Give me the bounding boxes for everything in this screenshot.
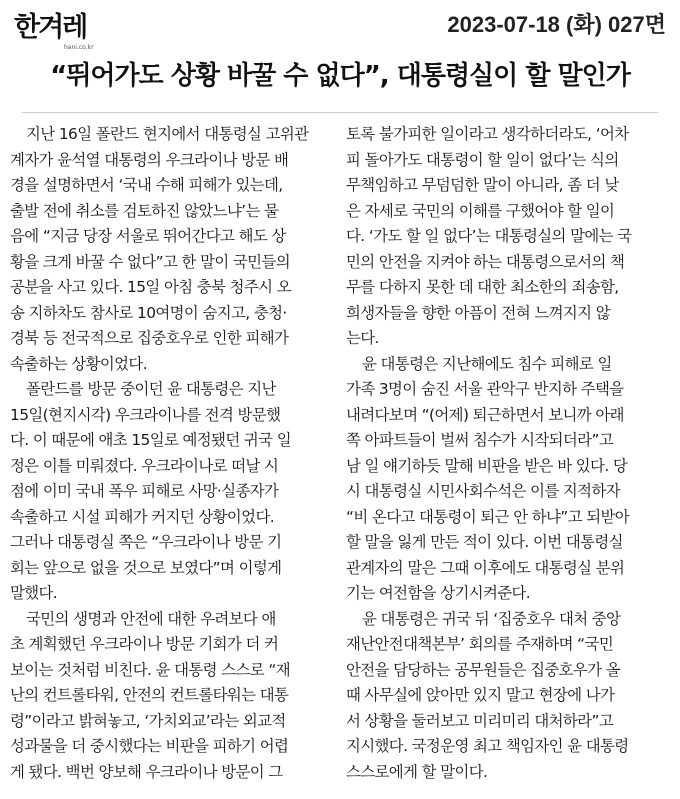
- text-line: 관계자의 말은 그때 이후에도 대통령실 분위: [346, 558, 625, 577]
- text-line: 공분을 사고 있다. 15일 아침 충북 청주시 오: [10, 278, 291, 296]
- publication-date: 2023-07-18 (화) 027면: [447, 12, 666, 37]
- article-column-left: [10, 122, 324, 785]
- newspaper-logo: 한겨레: [14, 12, 87, 43]
- headline-divider: [22, 112, 658, 113]
- text-line: 지시했다. 국정운영 최고 책임자인 윤 대통령: [346, 737, 629, 755]
- article-column-right: [346, 122, 660, 785]
- text-line: 출발 전에 취소를 검토하진 않았느냐’는 물: [10, 201, 279, 220]
- text-line: 피 돌아가도 대통령이 할 일이 없다’는 식의: [346, 150, 619, 169]
- text-line: 토록 불가피한 일이라고 생각하더라도, ‘어차: [346, 125, 629, 143]
- text-line: 국민의 생명과 안전에 대한 우려보다 애: [26, 609, 276, 628]
- text-line: 정은 이틀 미뤄졌다. 우크라이나로 떠날 시: [10, 456, 279, 475]
- text-line: 게 됐다. 백번 양보해 우크라이나 방문이 그: [10, 762, 283, 781]
- newspaper-masthead: [14, 12, 124, 52]
- text-line: 희생자들을 향한 아픔이 전혀 느껴지지 않: [346, 303, 611, 322]
- text-line: 다. ‘가도 할 일 없다’는 대통령실의 말에는 국: [346, 227, 632, 245]
- text-line: 스스로에게 할 말이다.: [346, 762, 488, 781]
- text-line: 윤 대통령은 귀국 뒤 ‘집중호우 대처 중앙: [362, 609, 621, 628]
- text-line: 속출하고 시설 피해가 커지던 상황이었다.: [10, 507, 275, 526]
- text-line: 는다.: [346, 329, 379, 347]
- text-line: 난의 컨트롤타워, 안전의 컨트롤타워는 대통: [10, 686, 289, 704]
- text-line: 다. 이 때문에 애초 15일로 예정됐던 귀국 일: [10, 431, 291, 449]
- text-line: 말했다.: [10, 584, 58, 602]
- text-line: 민의 안전을 지켜야 하는 대통령으로서의 책: [346, 252, 625, 271]
- article-headline: “뛰어가도 상황 바꿀 수 없다”, 대통령실이 할 말인가: [50, 61, 630, 91]
- text-line: 서 상황을 둘러보고 미리미리 대처하라”고: [346, 711, 614, 730]
- text-line: 경북 등 전국적으로 집중호우로 인한 피해가: [10, 329, 289, 347]
- text-line: 경을 설명하면서 ‘국내 수해 피해가 있는데,: [10, 176, 283, 194]
- text-line: 가족 3명이 숨진 서울 관악구 반지하 주택을: [346, 380, 624, 398]
- text-line: 그러나 대통령실 쪽은 “우크라이나 방문 기: [10, 533, 282, 551]
- text-line: 점에 이미 국내 폭우 피해로 사망·실종자가: [10, 482, 279, 500]
- text-line: 15일(현지시각) 우크라이나를 전격 방문했: [10, 405, 281, 424]
- text-line: 내려다보며 “(어제) 퇴근하면서 보니까 아래: [346, 405, 624, 424]
- text-line: 은 자세로 국민의 이해를 구했어야 할 일이: [346, 201, 615, 220]
- text-line: 무책임하고 무덤덤한 말이 아니라, 좀 더 낮: [346, 176, 619, 194]
- text-line: 안전을 담당하는 공무원들은 집중호우가 올: [346, 660, 620, 679]
- text-line: 령”이라고 밝혀놓고, ‘가치외교’라는 외교적: [10, 711, 286, 730]
- text-line: 성과물을 더 중시했다는 비판을 피하기 어렵: [10, 737, 289, 755]
- text-line: 초 계획했던 우크라이나 방문 기회가 더 커: [10, 635, 279, 653]
- text-line: 재난안전대책본부’ 회의를 주재하며 “국민: [346, 635, 614, 653]
- text-line: “비 온다고 대통령이 퇴근 안 하냐”고 되받아: [346, 507, 630, 526]
- text-line: 음에 “지금 당장 서울로 뛰어간다고 해도 상: [10, 227, 286, 245]
- text-line: 시 대통령실 시민사회수석은 이를 지적하자: [346, 482, 620, 500]
- text-line: 황을 크게 바꿀 수 없다”고 한 말이 국민들의: [10, 252, 290, 271]
- text-line: 송 지하차도 참사로 10여명이 숨지고, 충청·: [10, 303, 287, 322]
- text-line: 무를 다하지 못한 데 대한 최소한의 죄송함,: [346, 278, 619, 296]
- text-line: 남 일 얘기하듯 말해 비판을 받은 바 있다. 당: [346, 456, 628, 475]
- text-line: 속출하는 상황이었다.: [10, 354, 147, 373]
- text-line: 기는 여전함을 상기시켜준다.: [346, 584, 531, 602]
- text-line: 할 말을 잃게 만든 적이 있다. 이번 대통령실: [346, 533, 623, 551]
- text-line: 지난 16일 폴란드 현지에서 대통령실 고위관: [26, 125, 309, 143]
- text-line: 때 사무실에 앉아만 있지 말고 현장에 나가: [346, 686, 615, 704]
- text-line: 보이는 것처럼 비친다. 윤 대통령 스스로 “재: [10, 660, 290, 679]
- text-line: 쪽 아파트들이 벌써 침수가 시작되더라”고: [346, 431, 614, 449]
- logo-subtitle: hani.co.kr: [64, 44, 94, 51]
- text-line: 계자가 윤석열 대통령의 우크라이나 방문 배: [10, 150, 289, 169]
- text-line: 회는 앞으로 없을 것으로 보였다”며 이렇게: [10, 558, 282, 577]
- text-line: 윤 대통령은 지난해에도 침수 피해로 일: [362, 354, 612, 373]
- text-line: 폴란드를 방문 중이던 윤 대통령은 지난: [26, 380, 276, 398]
